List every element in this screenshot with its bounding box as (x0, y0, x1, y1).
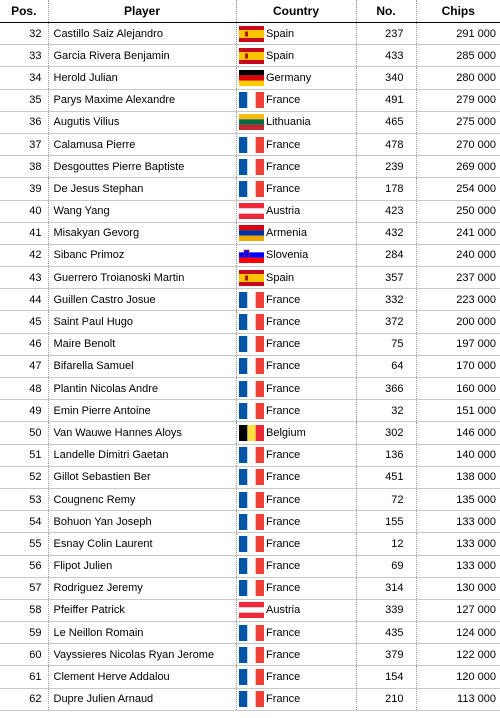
player-name-cell: Dupre Julien Arnaud (48, 688, 236, 710)
table-row (0, 67, 500, 89)
chips-cell: 122 000 (416, 644, 500, 666)
table-row (0, 45, 500, 67)
player-name-cell: Van Wauwe Hannes Aloys (48, 422, 236, 444)
player-number-cell: 357 (356, 267, 416, 289)
country-flag-icon (239, 92, 264, 108)
chips-cell: 113 000 (416, 688, 500, 710)
player-number-cell: 154 (356, 666, 416, 688)
player-name-cell: Gillot Sebastien Ber (48, 466, 236, 488)
table-header (0, 0, 500, 23)
chips-cell: 133 000 (416, 555, 500, 577)
player-name-cell: Garcia Rivera Benjamin (48, 45, 236, 67)
flag-cell (236, 666, 266, 688)
position-cell: 57 (0, 577, 48, 599)
position-cell: 48 (0, 378, 48, 400)
player-name-cell: Maire Benolt (48, 333, 236, 355)
country-flag-icon (239, 181, 264, 197)
player-number-cell: 32 (356, 400, 416, 422)
position-cell: 44 (0, 289, 48, 311)
flag-cell (236, 444, 266, 466)
country-flag-icon (239, 625, 264, 641)
position-cell: 42 (0, 244, 48, 266)
country-flag-icon (239, 247, 264, 263)
table-row (0, 533, 500, 555)
flag-cell (236, 488, 266, 510)
chips-cell: 160 000 (416, 378, 500, 400)
flag-cell (236, 244, 266, 266)
country-flag-icon (239, 48, 264, 64)
flag-cell (236, 133, 266, 155)
country-flag-icon (239, 602, 264, 618)
player-number-cell: 478 (356, 133, 416, 155)
table-row (0, 244, 500, 266)
player-number-cell: 465 (356, 111, 416, 133)
chips-cell: 170 000 (416, 355, 500, 377)
player-name-cell: Landelle Dimitri Gaetan (48, 444, 236, 466)
chips-cell: 240 000 (416, 244, 500, 266)
country-flag-icon (239, 403, 264, 419)
player-number-cell: 239 (356, 156, 416, 178)
chips-cell: 280 000 (416, 67, 500, 89)
flag-cell (236, 400, 266, 422)
table-row (0, 444, 500, 466)
table-row (0, 222, 500, 244)
chips-cell: 223 000 (416, 289, 500, 311)
player-name-cell: Herold Julian (48, 67, 236, 89)
chips-cell: 127 000 (416, 599, 500, 621)
table-row (0, 511, 500, 533)
header-row (0, 0, 500, 23)
country-cell: France (266, 577, 356, 599)
player-number-cell: 136 (356, 444, 416, 466)
table-row (0, 333, 500, 355)
player-name-cell: De Jesus Stephan (48, 178, 236, 200)
flag-cell (236, 577, 266, 599)
table-row (0, 133, 500, 155)
country-flag-icon (239, 358, 264, 374)
country-cell: France (266, 644, 356, 666)
chips-cell: 140 000 (416, 444, 500, 466)
table-row (0, 688, 500, 710)
player-name-cell: Augutis Vilius (48, 111, 236, 133)
country-cell: France (266, 622, 356, 644)
header-no: No. (356, 0, 416, 23)
country-cell: Spain (266, 45, 356, 67)
country-cell: France (266, 378, 356, 400)
table-row (0, 355, 500, 377)
chips-cell: 197 000 (416, 333, 500, 355)
country-cell: Slovenia (266, 244, 356, 266)
chips-cell: 130 000 (416, 577, 500, 599)
position-cell: 45 (0, 311, 48, 333)
country-flag-icon (239, 469, 264, 485)
position-cell: 36 (0, 111, 48, 133)
flag-cell (236, 23, 266, 45)
position-cell: 34 (0, 67, 48, 89)
chips-cell: 138 000 (416, 466, 500, 488)
country-flag-icon (239, 270, 264, 286)
table-row (0, 89, 500, 111)
table-row (0, 111, 500, 133)
position-cell: 54 (0, 511, 48, 533)
country-flag-icon (239, 203, 264, 219)
player-name-cell: Guerrero Troianoski Martin (48, 267, 236, 289)
flag-cell (236, 333, 266, 355)
flag-cell (236, 422, 266, 444)
player-number-cell: 491 (356, 89, 416, 111)
flag-cell (236, 355, 266, 377)
country-cell: Belgium (266, 422, 356, 444)
chips-cell: 151 000 (416, 400, 500, 422)
player-name-cell: Pfeiffer Patrick (48, 599, 236, 621)
table-row (0, 666, 500, 688)
chips-cell: 270 000 (416, 133, 500, 155)
player-number-cell: 314 (356, 577, 416, 599)
chips-cell: 237 000 (416, 267, 500, 289)
player-number-cell: 432 (356, 222, 416, 244)
country-flag-icon (239, 336, 264, 352)
country-flag-icon (239, 159, 264, 175)
country-cell: France (266, 533, 356, 555)
player-name-cell: Calamusa Pierre (48, 133, 236, 155)
country-flag-icon (239, 447, 264, 463)
player-name-cell: Clement Herve Addalou (48, 666, 236, 688)
chips-cell: 275 000 (416, 111, 500, 133)
player-number-cell: 64 (356, 355, 416, 377)
flag-cell (236, 289, 266, 311)
flag-cell (236, 378, 266, 400)
flag-cell (236, 511, 266, 533)
table-row (0, 488, 500, 510)
country-cell: France (266, 333, 356, 355)
country-cell: France (266, 666, 356, 688)
flag-cell (236, 200, 266, 222)
chips-cell: 133 000 (416, 511, 500, 533)
country-cell: France (266, 89, 356, 111)
player-number-cell: 69 (356, 555, 416, 577)
table-row (0, 466, 500, 488)
position-cell: 56 (0, 555, 48, 577)
table-row (0, 422, 500, 444)
flag-cell (236, 311, 266, 333)
position-cell: 41 (0, 222, 48, 244)
country-cell: Armenia (266, 222, 356, 244)
flag-cell (236, 599, 266, 621)
table-row (0, 400, 500, 422)
chips-cell: 200 000 (416, 311, 500, 333)
position-cell: 43 (0, 267, 48, 289)
player-number-cell: 155 (356, 511, 416, 533)
flag-cell (236, 555, 266, 577)
country-cell: Lithuania (266, 111, 356, 133)
position-cell: 58 (0, 599, 48, 621)
flag-cell (236, 156, 266, 178)
player-name-cell: Sibanc Primoz (48, 244, 236, 266)
player-number-cell: 339 (356, 599, 416, 621)
player-name-cell: Vayssieres Nicolas Ryan Jerome (48, 644, 236, 666)
table-row (0, 311, 500, 333)
position-cell: 46 (0, 333, 48, 355)
country-cell: France (266, 400, 356, 422)
country-flag-icon (239, 425, 264, 441)
flag-cell (236, 533, 266, 555)
country-flag-icon (239, 558, 264, 574)
player-name-cell: Desgouttes Pierre Baptiste (48, 156, 236, 178)
player-name-cell: Plantin Nicolas Andre (48, 378, 236, 400)
player-number-cell: 435 (356, 622, 416, 644)
table-body (0, 23, 500, 711)
chips-cell: 124 000 (416, 622, 500, 644)
country-cell: France (266, 156, 356, 178)
position-cell: 53 (0, 488, 48, 510)
position-cell: 59 (0, 622, 48, 644)
table-row (0, 23, 500, 45)
table-row (0, 289, 500, 311)
player-number-cell: 12 (356, 533, 416, 555)
flag-cell (236, 688, 266, 710)
country-cell: Austria (266, 200, 356, 222)
country-cell: France (266, 133, 356, 155)
flag-cell (236, 89, 266, 111)
flag-cell (236, 67, 266, 89)
table-row (0, 178, 500, 200)
player-name-cell: Rodriguez Jeremy (48, 577, 236, 599)
player-name-cell: Misakyan Gevorg (48, 222, 236, 244)
position-cell: 39 (0, 178, 48, 200)
table-row (0, 555, 500, 577)
country-flag-icon (239, 514, 264, 530)
chips-cell: 279 000 (416, 89, 500, 111)
country-flag-icon (239, 114, 264, 130)
chips-cell: 291 000 (416, 23, 500, 45)
country-cell: France (266, 178, 356, 200)
player-name-cell: Bohuon Yan Joseph (48, 511, 236, 533)
position-cell: 62 (0, 688, 48, 710)
chips-cell: 250 000 (416, 200, 500, 222)
country-cell: France (266, 488, 356, 510)
flag-cell (236, 222, 266, 244)
player-number-cell: 423 (356, 200, 416, 222)
player-number-cell: 75 (356, 333, 416, 355)
country-cell: Austria (266, 599, 356, 621)
header-chips: Chips (416, 0, 500, 23)
chips-cell: 135 000 (416, 488, 500, 510)
player-name-cell: Flipot Julien (48, 555, 236, 577)
country-cell: France (266, 688, 356, 710)
country-cell: France (266, 466, 356, 488)
position-cell: 55 (0, 533, 48, 555)
country-flag-icon (239, 580, 264, 596)
table-row (0, 599, 500, 621)
player-number-cell: 379 (356, 644, 416, 666)
country-flag-icon (239, 70, 264, 86)
player-name-cell: Castillo Saiz Alejandro (48, 23, 236, 45)
position-cell: 60 (0, 644, 48, 666)
chips-cell: 146 000 (416, 422, 500, 444)
player-number-cell: 366 (356, 378, 416, 400)
country-cell: France (266, 444, 356, 466)
country-cell: France (266, 355, 356, 377)
player-name-cell: Cougnenc Remy (48, 488, 236, 510)
chips-cell: 120 000 (416, 666, 500, 688)
player-number-cell: 284 (356, 244, 416, 266)
player-number-cell: 372 (356, 311, 416, 333)
position-cell: 38 (0, 156, 48, 178)
position-cell: 49 (0, 400, 48, 422)
table-row (0, 644, 500, 666)
country-flag-icon (239, 647, 264, 663)
table-row (0, 267, 500, 289)
table-row (0, 577, 500, 599)
player-name-cell: Bifarella Samuel (48, 355, 236, 377)
flag-cell (236, 178, 266, 200)
country-flag-icon (239, 26, 264, 42)
country-flag-icon (239, 292, 264, 308)
country-cell: France (266, 289, 356, 311)
position-cell: 61 (0, 666, 48, 688)
position-cell: 37 (0, 133, 48, 155)
country-cell: Germany (266, 67, 356, 89)
table-row (0, 200, 500, 222)
player-number-cell: 433 (356, 45, 416, 67)
country-cell: France (266, 311, 356, 333)
flag-cell (236, 644, 266, 666)
country-flag-icon (239, 381, 264, 397)
header-player: Player (48, 0, 236, 23)
chips-cell: 254 000 (416, 178, 500, 200)
flag-cell (236, 466, 266, 488)
flag-cell (236, 622, 266, 644)
country-flag-icon (239, 691, 264, 707)
country-flag-icon (239, 536, 264, 552)
country-flag-icon (239, 225, 264, 241)
player-name-cell: Wang Yang (48, 200, 236, 222)
chips-cell: 133 000 (416, 533, 500, 555)
country-cell: France (266, 555, 356, 577)
country-flag-icon (239, 314, 264, 330)
player-number-cell: 332 (356, 289, 416, 311)
player-number-cell: 451 (356, 466, 416, 488)
flag-cell (236, 111, 266, 133)
player-name-cell: Parys Maxime Alexandre (48, 89, 236, 111)
country-flag-icon (239, 669, 264, 685)
table-row (0, 622, 500, 644)
player-number-cell: 178 (356, 178, 416, 200)
position-cell: 51 (0, 444, 48, 466)
player-number-cell: 72 (356, 488, 416, 510)
country-cell: Spain (266, 23, 356, 45)
player-name-cell: Emin Pierre Antoine (48, 400, 236, 422)
player-name-cell: Guillen Castro Josue (48, 289, 236, 311)
chips-cell: 241 000 (416, 222, 500, 244)
position-cell: 33 (0, 45, 48, 67)
position-cell: 50 (0, 422, 48, 444)
country-cell: France (266, 511, 356, 533)
position-cell: 40 (0, 200, 48, 222)
position-cell: 35 (0, 89, 48, 111)
flag-cell (236, 267, 266, 289)
position-cell: 32 (0, 23, 48, 45)
header-country: Country (236, 0, 356, 23)
header-pos: Pos. (0, 0, 48, 23)
player-number-cell: 302 (356, 422, 416, 444)
country-cell: Spain (266, 267, 356, 289)
player-number-cell: 237 (356, 23, 416, 45)
position-cell: 52 (0, 466, 48, 488)
player-number-cell: 210 (356, 688, 416, 710)
table-row (0, 378, 500, 400)
country-flag-icon (239, 492, 264, 508)
player-name-cell: Le Neillon Romain (48, 622, 236, 644)
player-name-cell: Saint Paul Hugo (48, 311, 236, 333)
player-name-cell: Esnay Colin Laurent (48, 533, 236, 555)
country-flag-icon (239, 137, 264, 153)
table-row (0, 156, 500, 178)
flag-cell (236, 45, 266, 67)
position-cell: 47 (0, 355, 48, 377)
chips-cell: 285 000 (416, 45, 500, 67)
player-number-cell: 340 (356, 67, 416, 89)
chips-cell: 269 000 (416, 156, 500, 178)
